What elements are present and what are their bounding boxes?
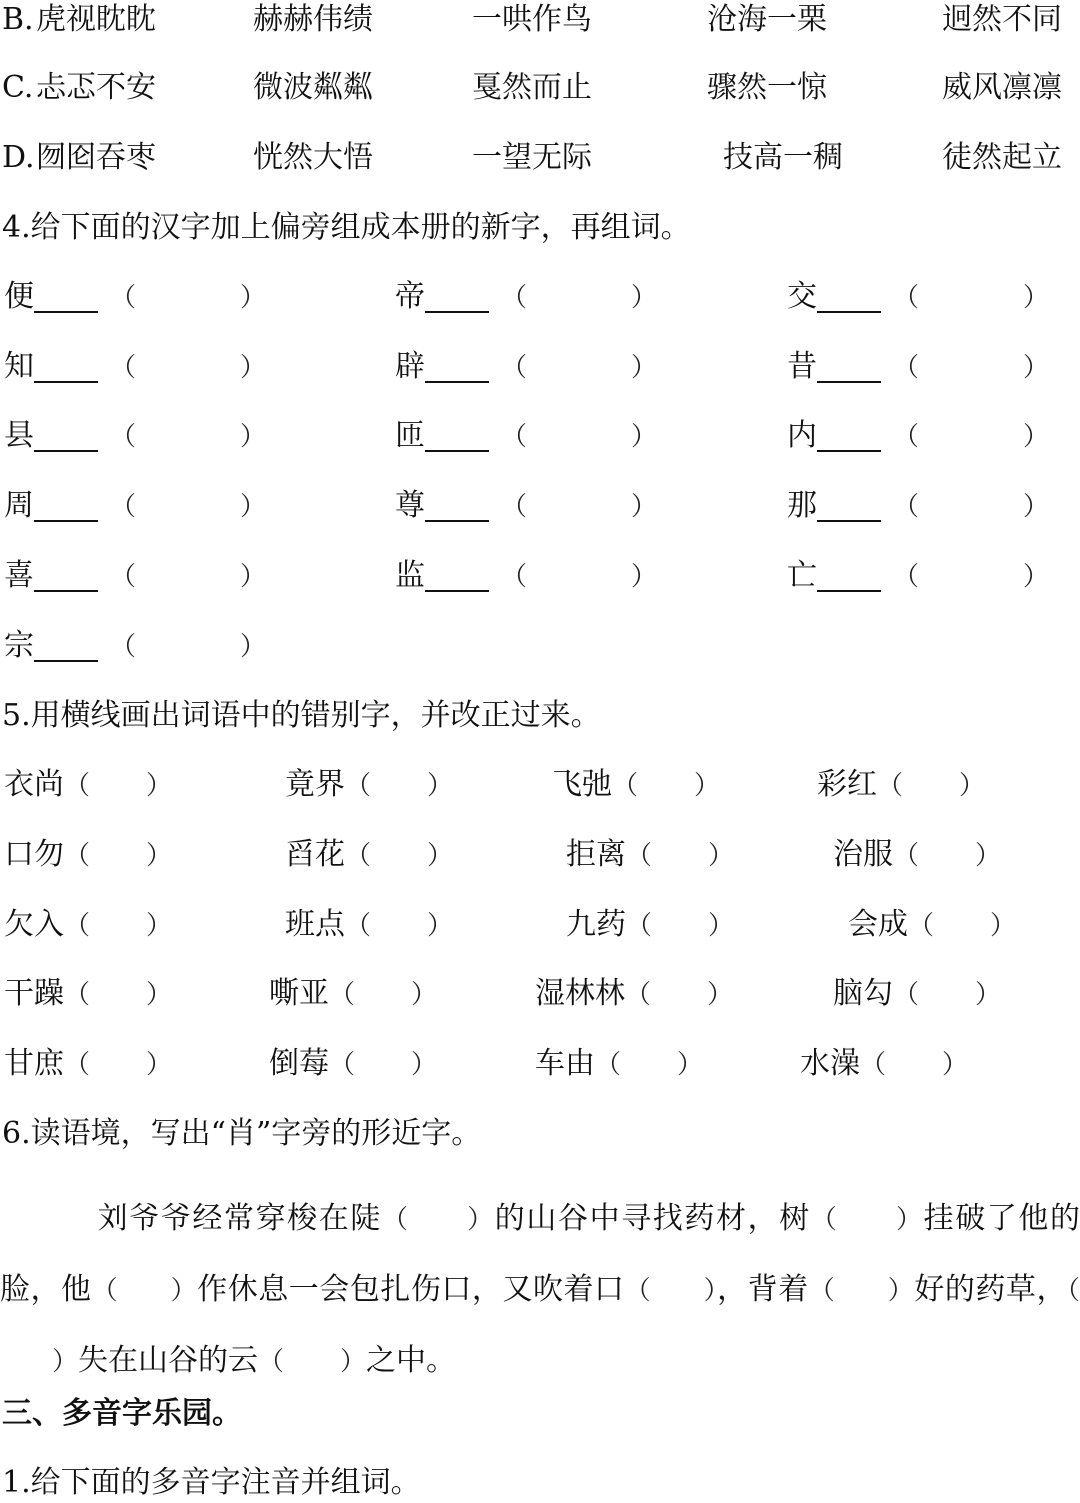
paren-close: ） bbox=[631, 562, 658, 592]
paren-open: （ bbox=[810, 1205, 839, 1235]
paren-open: （ bbox=[329, 980, 356, 1010]
option-word: 虎视眈眈 bbox=[36, 2, 156, 37]
typo-word: 舀花 bbox=[285, 837, 345, 872]
fill-blank[interactable] bbox=[817, 347, 881, 383]
typo-item bbox=[4, 835, 172, 876]
paren-open: （ bbox=[501, 562, 528, 592]
paren-open: （ bbox=[877, 771, 904, 801]
paren-close: ） bbox=[1023, 422, 1050, 452]
paren-open: （ bbox=[501, 283, 528, 313]
paren-open: （ bbox=[893, 492, 920, 522]
paren-open: （ bbox=[893, 353, 920, 383]
paren-open: （ bbox=[64, 841, 91, 871]
paren-open: （ bbox=[626, 841, 653, 871]
question-title: 1.给下面的多音字注音并组词。 bbox=[2, 1465, 421, 1500]
paren-open: （ bbox=[893, 562, 920, 592]
paren-close: ） bbox=[707, 980, 734, 1010]
base-char: 周 bbox=[4, 488, 34, 523]
typo-item bbox=[552, 765, 720, 806]
paren-close: ） bbox=[1023, 283, 1050, 313]
paren-open: （ bbox=[64, 980, 91, 1010]
paren-open: （ bbox=[501, 492, 528, 522]
paren-close: ） bbox=[694, 771, 721, 801]
option-word: 微波粼粼 bbox=[253, 70, 373, 105]
typo-word: 车由 bbox=[535, 1046, 595, 1081]
paren-close: ） bbox=[411, 1050, 438, 1080]
base-char: 便 bbox=[4, 279, 34, 314]
typo-item bbox=[848, 905, 1016, 946]
option-word: 一望无际 bbox=[472, 140, 592, 175]
option-word: 恍然大悟 bbox=[253, 140, 373, 175]
radical-item bbox=[395, 416, 657, 457]
radical-item bbox=[787, 486, 1049, 527]
question-title: 5.用横线画出词语中的错别字，并改正过来。 bbox=[2, 698, 601, 733]
paren-close: ） bbox=[631, 353, 658, 383]
radical-item bbox=[4, 347, 266, 388]
paren-close: ） bbox=[1023, 492, 1050, 522]
paren-close: ） bbox=[631, 422, 658, 452]
paren-open: （ bbox=[345, 911, 372, 941]
paren-open: （ bbox=[345, 841, 372, 871]
fill-blank[interactable] bbox=[34, 556, 98, 592]
paren-open: （ bbox=[258, 1347, 285, 1377]
paren-open: （ bbox=[808, 1276, 836, 1306]
paren-close: ） bbox=[708, 841, 735, 871]
typo-word: 口勿 bbox=[4, 837, 64, 872]
typo-item bbox=[800, 1044, 968, 1085]
base-char: 匝 bbox=[395, 418, 425, 453]
base-char: 宗 bbox=[4, 628, 34, 663]
paren-open: （ bbox=[91, 1276, 119, 1306]
base-char: 尊 bbox=[395, 488, 425, 523]
paren-close: ） bbox=[631, 283, 658, 313]
radical-item bbox=[787, 416, 1049, 457]
paren-open: （ bbox=[612, 771, 639, 801]
paren-close: ） bbox=[146, 841, 173, 871]
paren-open: （ bbox=[625, 980, 652, 1010]
option-word: 一哄作鸟 bbox=[472, 2, 592, 37]
option-word: 忐忑不安 bbox=[36, 70, 156, 105]
base-char: 监 bbox=[395, 558, 425, 593]
typo-item bbox=[833, 974, 1001, 1015]
paren-open: （ bbox=[893, 841, 920, 871]
radical-item bbox=[787, 556, 1049, 597]
typo-item bbox=[535, 1044, 703, 1085]
paren-close: ） bbox=[990, 911, 1017, 941]
paren-open: （ bbox=[893, 980, 920, 1010]
paren-close: ） bbox=[1023, 353, 1050, 383]
paren-open: （ bbox=[345, 771, 372, 801]
paren-close: ） bbox=[146, 1050, 173, 1080]
base-char: 昔 bbox=[787, 349, 817, 384]
typo-word: 竟界 bbox=[285, 767, 345, 802]
context-text: 失在山谷的云 bbox=[78, 1343, 259, 1378]
typo-item bbox=[4, 905, 172, 946]
paren-open: （ bbox=[595, 1050, 622, 1080]
fill-blank[interactable] bbox=[34, 277, 98, 313]
paren-close: ） bbox=[170, 1276, 198, 1306]
paren-close: ） bbox=[894, 1205, 924, 1235]
paren-close: ） bbox=[887, 1276, 915, 1306]
paren-open: （ bbox=[501, 353, 528, 383]
radical-item bbox=[395, 347, 657, 388]
paren-close: ） bbox=[240, 632, 267, 662]
context-text: 作休息一会包扎伤口，又吹着口 bbox=[197, 1272, 625, 1307]
paren-open: （ bbox=[501, 422, 528, 452]
context-text: 挂破了他的脸，他 bbox=[0, 1201, 1080, 1307]
paren-open: （ bbox=[64, 911, 91, 941]
paren-open: （ bbox=[893, 283, 920, 313]
context-paragraph bbox=[0, 1184, 1080, 1397]
base-char: 辟 bbox=[395, 349, 425, 384]
option-word: 骤然一惊 bbox=[707, 70, 827, 105]
typo-item bbox=[4, 974, 172, 1015]
base-char: 那 bbox=[787, 488, 817, 523]
context-text: ，背着 bbox=[717, 1272, 809, 1307]
typo-word: 干躁 bbox=[4, 976, 64, 1011]
question-title: 6.读语境，写出“肖”字旁的形近字。 bbox=[2, 1116, 482, 1151]
paren-close: ） bbox=[146, 911, 173, 941]
typo-word: 衣尚 bbox=[4, 767, 64, 802]
typo-word: 嘶亚 bbox=[269, 976, 329, 1011]
typo-item bbox=[535, 974, 733, 1015]
paren-open: （ bbox=[626, 911, 653, 941]
radical-item bbox=[4, 556, 266, 597]
typo-item bbox=[4, 1044, 172, 1085]
fill-blank[interactable] bbox=[34, 347, 98, 383]
typo-word: 飞弛 bbox=[552, 767, 612, 802]
fill-blank[interactable] bbox=[34, 486, 98, 522]
paren-open: （ bbox=[110, 422, 137, 452]
paren-open: （ bbox=[624, 1276, 652, 1306]
option-word: 囫囵吞枣 bbox=[36, 140, 156, 175]
paren-open: （ bbox=[64, 771, 91, 801]
radical-item bbox=[787, 277, 1049, 318]
typo-word: 班点 bbox=[285, 907, 345, 942]
fill-blank[interactable] bbox=[425, 556, 489, 592]
typo-word: 甘庶 bbox=[4, 1046, 64, 1081]
typo-word: 治服 bbox=[833, 837, 893, 872]
typo-item bbox=[269, 974, 437, 1015]
context-text: 的山谷中寻找药材，树 bbox=[494, 1201, 811, 1236]
option-label: D. bbox=[2, 140, 35, 175]
fill-blank[interactable] bbox=[817, 486, 881, 522]
paren-open: （ bbox=[110, 353, 137, 383]
fill-blank[interactable] bbox=[817, 416, 881, 452]
paren-open: （ bbox=[110, 283, 137, 313]
paren-close: ） bbox=[240, 562, 267, 592]
fill-blank[interactable] bbox=[34, 416, 98, 452]
paren-open: （ bbox=[110, 492, 137, 522]
option-word: 技高一稠 bbox=[723, 140, 843, 175]
paren-close: ） bbox=[959, 771, 986, 801]
typo-word: 水澡 bbox=[800, 1046, 860, 1081]
section-title: 三、多音字乐园。 bbox=[2, 1396, 242, 1431]
paren-open: （ bbox=[381, 1205, 410, 1235]
typo-item bbox=[285, 835, 453, 876]
radical-item bbox=[4, 416, 266, 457]
context-text: 好的药草， bbox=[914, 1272, 1067, 1307]
fill-blank[interactable] bbox=[817, 277, 881, 313]
typo-word: 湿林林 bbox=[535, 976, 625, 1011]
radical-item bbox=[4, 626, 266, 667]
paren-close: ） bbox=[677, 1050, 704, 1080]
paren-close: ） bbox=[240, 422, 267, 452]
radical-item bbox=[395, 556, 657, 597]
base-char: 知 bbox=[4, 349, 34, 384]
base-char: 喜 bbox=[4, 558, 34, 593]
fill-blank[interactable] bbox=[425, 277, 489, 313]
paren-close: ） bbox=[146, 980, 173, 1010]
radical-item bbox=[395, 277, 657, 318]
paren-open: （ bbox=[860, 1050, 887, 1080]
typo-item bbox=[833, 835, 1001, 876]
option-word: 沧海一栗 bbox=[707, 2, 827, 37]
context-text: 之中。 bbox=[366, 1343, 457, 1378]
paren-close: ） bbox=[975, 841, 1002, 871]
base-char: 内 bbox=[787, 418, 817, 453]
base-char: 亡 bbox=[787, 558, 817, 593]
base-char: 交 bbox=[787, 279, 817, 314]
paren-close: ） bbox=[975, 980, 1002, 1010]
fill-blank[interactable] bbox=[425, 347, 489, 383]
paren-open: （ bbox=[110, 562, 137, 592]
radical-item bbox=[787, 347, 1049, 388]
base-char: 县 bbox=[4, 418, 34, 453]
typo-item bbox=[566, 835, 734, 876]
paren-close: ） bbox=[703, 1276, 718, 1306]
option-label: B. bbox=[2, 2, 34, 37]
paren-close: ） bbox=[427, 911, 454, 941]
typo-item bbox=[566, 905, 734, 946]
base-char: 帝 bbox=[395, 279, 425, 314]
paren-close: ） bbox=[340, 1347, 367, 1377]
paren-close: ） bbox=[146, 771, 173, 801]
option-word: 戛然而止 bbox=[472, 70, 592, 105]
fill-blank[interactable] bbox=[425, 416, 489, 452]
typo-word: 会成 bbox=[848, 907, 908, 942]
option-label: C. bbox=[2, 70, 34, 105]
typo-word: 九药 bbox=[566, 907, 626, 942]
paren-open: （ bbox=[1066, 1276, 1080, 1306]
paren-open: （ bbox=[329, 1050, 356, 1080]
paren-close: ） bbox=[942, 1050, 969, 1080]
typo-item bbox=[817, 765, 985, 806]
paren-close: ） bbox=[631, 492, 658, 522]
paren-close: ） bbox=[240, 492, 267, 522]
radical-item bbox=[4, 277, 266, 318]
paren-open: （ bbox=[64, 1050, 91, 1080]
paren-open: （ bbox=[893, 422, 920, 452]
paren-open: （ bbox=[908, 911, 935, 941]
typo-word: 欠入 bbox=[4, 907, 64, 942]
paren-close: ） bbox=[427, 841, 454, 871]
typo-word: 脑勾 bbox=[833, 976, 893, 1011]
context-text: 刘爷爷经常穿梭在陡 bbox=[96, 1201, 382, 1236]
paren-close: ） bbox=[465, 1205, 495, 1235]
paren-close: ） bbox=[708, 911, 735, 941]
paren-close: ） bbox=[240, 283, 267, 313]
paren-close: ） bbox=[52, 1347, 79, 1377]
paren-open: （ bbox=[110, 632, 137, 662]
typo-item bbox=[285, 765, 453, 806]
typo-item bbox=[269, 1044, 437, 1085]
option-word: 威风凛凛 bbox=[942, 70, 1062, 105]
typo-word: 拒离 bbox=[566, 837, 626, 872]
fill-blank[interactable] bbox=[34, 626, 98, 662]
paren-close: ） bbox=[411, 980, 438, 1010]
option-word: 徒然起立 bbox=[942, 140, 1062, 175]
typo-word: 倒莓 bbox=[269, 1046, 329, 1081]
question-title: 4.给下面的汉字加上偏旁组成本册的新字，再组词。 bbox=[2, 210, 691, 245]
fill-blank[interactable] bbox=[425, 486, 489, 522]
typo-word: 彩红 bbox=[817, 767, 877, 802]
paren-close: ） bbox=[427, 771, 454, 801]
fill-blank[interactable] bbox=[817, 556, 881, 592]
option-word: 赫赫伟绩 bbox=[253, 2, 373, 37]
option-word: 迥然不同 bbox=[942, 2, 1062, 37]
typo-item bbox=[4, 765, 172, 806]
typo-item bbox=[285, 905, 453, 946]
radical-item bbox=[395, 486, 657, 527]
paren-close: ） bbox=[240, 353, 267, 383]
paren-close: ） bbox=[1023, 562, 1050, 592]
radical-item bbox=[4, 486, 266, 527]
